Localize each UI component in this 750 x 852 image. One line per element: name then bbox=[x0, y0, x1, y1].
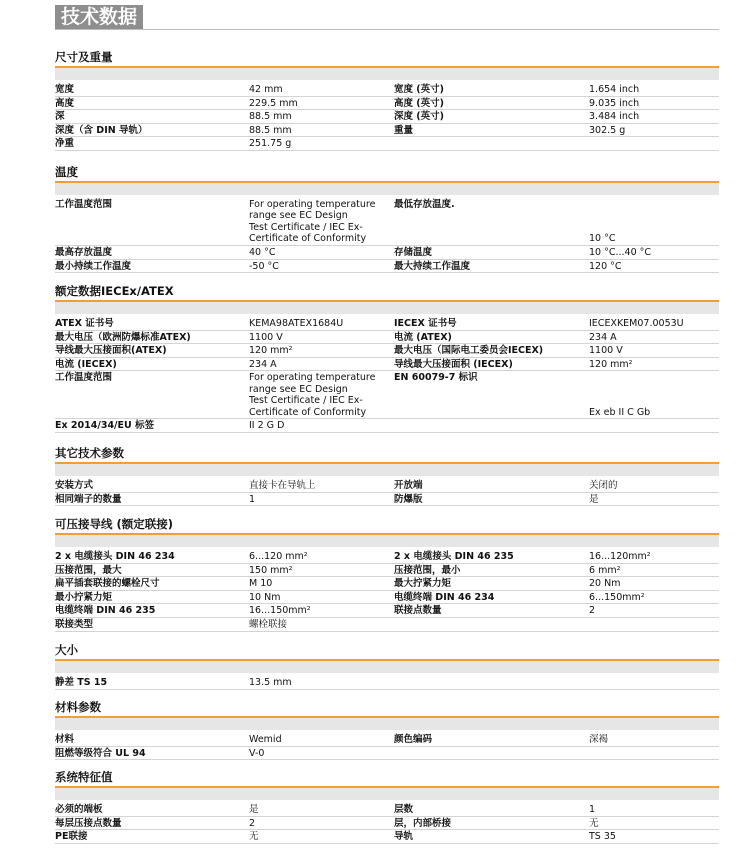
spec-value: 16...120mm² bbox=[589, 551, 651, 562]
section-header-band bbox=[55, 68, 719, 80]
page-title-bar bbox=[55, 5, 719, 30]
spec-value: 40 °C bbox=[249, 247, 276, 259]
spec-row bbox=[55, 591, 719, 605]
spec-label: 电缆终端 DIN 46 234 bbox=[394, 591, 495, 603]
spec-value: 9.035 inch bbox=[589, 97, 640, 109]
spec-row bbox=[55, 733, 719, 747]
spec-value: 是 bbox=[249, 804, 259, 815]
spec-row bbox=[55, 604, 719, 618]
spec-row bbox=[55, 83, 719, 97]
section-header-band bbox=[55, 183, 719, 195]
spec-value: 120 mm² bbox=[249, 345, 293, 357]
spec-value: 150 mm² bbox=[249, 564, 293, 576]
spec-value: 3.484 inch bbox=[589, 111, 640, 123]
spec-row bbox=[55, 493, 719, 507]
spec-row bbox=[55, 317, 719, 331]
spec-label: 压接范围，最大 bbox=[55, 564, 122, 576]
spec-value: 1 bbox=[249, 493, 256, 505]
spec-row bbox=[55, 246, 719, 260]
spec-label: 开放端 bbox=[394, 480, 423, 491]
spec-label: 重量 bbox=[394, 124, 414, 136]
spec-label: 电缆终端 DIN 46 235 bbox=[55, 605, 156, 617]
section-5 bbox=[55, 517, 719, 632]
spec-label: 材料 bbox=[55, 734, 75, 745]
spec-label: 电流 (ATEX) bbox=[394, 331, 452, 343]
spec-label: 工作温度范围 bbox=[55, 372, 113, 384]
spec-label: 层数 bbox=[394, 804, 414, 815]
spec-row bbox=[55, 419, 719, 433]
spec-label: IECEX 证书号 bbox=[394, 318, 457, 329]
spec-label: 静差 TS 15 bbox=[55, 677, 108, 688]
spec-value: 螺栓联接 bbox=[249, 618, 288, 630]
spec-row bbox=[55, 358, 719, 372]
spec-row bbox=[55, 618, 719, 632]
spec-value: 120 mm² bbox=[589, 358, 633, 370]
spec-value: 20 Nm bbox=[589, 578, 621, 590]
spec-value: 10 °C bbox=[589, 233, 616, 245]
spec-label: 层，内部桥接 bbox=[394, 817, 452, 829]
section-header-band bbox=[55, 788, 719, 800]
section-title: 大小 bbox=[55, 643, 78, 657]
section-title: 系统特征值 bbox=[55, 770, 113, 784]
spec-row bbox=[55, 747, 719, 761]
spec-row bbox=[55, 198, 719, 246]
spec-label: 扁平插套联接的螺栓尺寸 bbox=[55, 578, 160, 590]
spec-label: 最低存放温度. bbox=[394, 199, 455, 210]
section-title: 温度 bbox=[55, 165, 78, 179]
spec-label: PE联接 bbox=[55, 831, 88, 843]
spec-value: 234 A bbox=[589, 331, 617, 343]
spec-value: KEMA98ATEX1684U bbox=[249, 318, 344, 329]
spec-row bbox=[55, 803, 719, 817]
section-2 bbox=[55, 165, 719, 273]
spec-label: 每层压接点数量 bbox=[55, 817, 122, 829]
spec-label: 宽度 bbox=[55, 84, 75, 95]
spec-value: 88.5 mm bbox=[249, 111, 292, 123]
spec-value: 1100 V bbox=[249, 331, 283, 343]
spec-value: 1100 V bbox=[589, 345, 623, 357]
section-title: 尺寸及重量 bbox=[55, 50, 113, 64]
spec-label: Ex 2014/34/EU 标签 bbox=[55, 420, 155, 432]
section-4 bbox=[55, 446, 719, 506]
spec-value: For operating temperature range see EC Design Test Certificate / IEC Ex- Certificate of Conformity bbox=[249, 199, 376, 245]
spec-value: 234 A bbox=[249, 358, 277, 370]
spec-value: 1 bbox=[589, 804, 596, 815]
section-header-band bbox=[55, 535, 719, 547]
spec-value: Ex eb II C Gb bbox=[589, 406, 651, 418]
spec-label: 高度 (英寸) bbox=[394, 97, 444, 109]
spec-value: V-0 bbox=[249, 747, 265, 759]
spec-value: Wemid bbox=[249, 734, 282, 745]
spec-value: TS 35 bbox=[589, 831, 616, 843]
spec-label: 最大电压（欧洲防爆标准ATEX) bbox=[55, 331, 191, 343]
spec-label: 安装方式 bbox=[55, 480, 94, 491]
spec-label: 最高存放温度 bbox=[55, 247, 113, 259]
spec-value: IECEXKEM07.0053U bbox=[589, 318, 684, 329]
spec-label: 工作温度范围 bbox=[55, 199, 113, 210]
spec-label: 2 x 电缆接头 DIN 46 234 bbox=[55, 551, 175, 562]
spec-row bbox=[55, 97, 719, 111]
spec-label: 阻燃等级符合 UL 94 bbox=[55, 747, 146, 759]
spec-row bbox=[55, 344, 719, 358]
spec-row bbox=[55, 479, 719, 493]
spec-label: 必须的端板 bbox=[55, 804, 103, 815]
spec-row bbox=[55, 550, 719, 564]
spec-label: 电流 (IECEX) bbox=[55, 358, 117, 370]
spec-value: 直接卡在导轨上 bbox=[249, 480, 316, 491]
spec-row bbox=[55, 577, 719, 591]
spec-label: 2 x 电缆接头 DIN 46 235 bbox=[394, 551, 514, 562]
spec-label: 深 bbox=[55, 111, 65, 123]
section-3 bbox=[55, 284, 719, 433]
section-header-band bbox=[55, 661, 719, 673]
spec-value: 88.5 mm bbox=[249, 124, 292, 136]
spec-label: 高度 bbox=[55, 97, 75, 109]
spec-row bbox=[55, 817, 719, 831]
spec-value: 6 mm² bbox=[589, 564, 621, 576]
section-title: 其它技术参数 bbox=[55, 446, 124, 460]
section-7 bbox=[55, 700, 719, 760]
spec-row bbox=[55, 260, 719, 274]
spec-value: 251.75 g bbox=[249, 138, 292, 150]
spec-value: 120 °C bbox=[589, 260, 622, 272]
spec-value: 1.654 inch bbox=[589, 84, 640, 95]
spec-label: 导轨 bbox=[394, 831, 414, 843]
spec-value: 6...120 mm² bbox=[249, 551, 308, 562]
section-header-band bbox=[55, 718, 719, 730]
spec-value: 42 mm bbox=[249, 84, 283, 95]
spec-value: M 10 bbox=[249, 578, 273, 590]
spec-value: 无 bbox=[249, 831, 259, 843]
spec-row bbox=[55, 371, 719, 419]
section-6 bbox=[55, 643, 719, 690]
spec-value: 10 °C...40 °C bbox=[589, 247, 652, 259]
spec-label: 压接范围，最小 bbox=[394, 564, 461, 576]
spec-value: 深褐 bbox=[589, 734, 609, 745]
spec-value: 13.5 mm bbox=[249, 677, 292, 688]
spec-label: 最大持续工作温度 bbox=[394, 260, 471, 272]
spec-value: 关闭的 bbox=[589, 480, 618, 491]
spec-row bbox=[55, 331, 719, 345]
spec-row bbox=[55, 676, 719, 690]
spec-value: For operating temperature range see EC Design Test Certificate / IEC Ex- Certificate of Conformity bbox=[249, 372, 376, 418]
spec-value: 302.5 g bbox=[589, 124, 626, 136]
spec-label: 联接类型 bbox=[55, 618, 94, 630]
section-title: 可压接导线 (额定联接) bbox=[55, 517, 174, 531]
section-title: 额定数据IECEx/ATEX bbox=[55, 284, 174, 298]
spec-label: 防爆版 bbox=[394, 493, 423, 505]
spec-label: 相同端子的数量 bbox=[55, 493, 122, 505]
section-1 bbox=[55, 50, 719, 151]
spec-label: 深度（含 DIN 导轨） bbox=[55, 124, 148, 136]
spec-value: 无 bbox=[589, 817, 599, 829]
spec-label: 存储温度 bbox=[394, 247, 433, 259]
section-8 bbox=[55, 770, 719, 844]
spec-label: 最大拧紧力矩 bbox=[394, 578, 452, 590]
spec-label: 导线最大压接面积(ATEX) bbox=[55, 345, 167, 357]
spec-value: 2 bbox=[249, 817, 256, 829]
spec-row bbox=[55, 830, 719, 844]
spec-label: EN 60079-7 标识 bbox=[394, 372, 478, 384]
spec-label: 净重 bbox=[55, 138, 75, 150]
spec-label: 最小持续工作温度 bbox=[55, 260, 132, 272]
spec-label: ATEX 证书号 bbox=[55, 318, 114, 329]
spec-label: 颜色编码 bbox=[394, 734, 433, 745]
spec-value: 10 Nm bbox=[249, 591, 281, 603]
spec-value: II 2 G D bbox=[249, 420, 285, 432]
section-header-band bbox=[55, 464, 719, 476]
spec-row bbox=[55, 124, 719, 138]
section-title: 材料参数 bbox=[55, 700, 101, 714]
spec-label: 宽度 (英寸) bbox=[394, 84, 444, 95]
spec-row bbox=[55, 110, 719, 124]
spec-label: 导线最大压接面积 (IECEX) bbox=[394, 358, 513, 370]
spec-value: 是 bbox=[589, 493, 599, 505]
spec-value: 2 bbox=[589, 605, 596, 617]
spec-value: -50 °C bbox=[249, 260, 279, 272]
spec-row bbox=[55, 137, 719, 151]
spec-label: 最大电压（国际电工委员会IECEX) bbox=[394, 345, 544, 357]
section-header-band bbox=[55, 302, 719, 314]
spec-label: 深度 (英寸) bbox=[394, 111, 444, 123]
spec-label: 最小拧紧力矩 bbox=[55, 591, 113, 603]
spec-value: 229.5 mm bbox=[249, 97, 298, 109]
spec-value: 16...150mm² bbox=[249, 605, 311, 617]
spec-row bbox=[55, 564, 719, 578]
spec-value: 6...150mm² bbox=[589, 591, 645, 603]
page-title: 技术数据 bbox=[55, 5, 143, 29]
spec-label: 联接点数量 bbox=[394, 605, 442, 617]
